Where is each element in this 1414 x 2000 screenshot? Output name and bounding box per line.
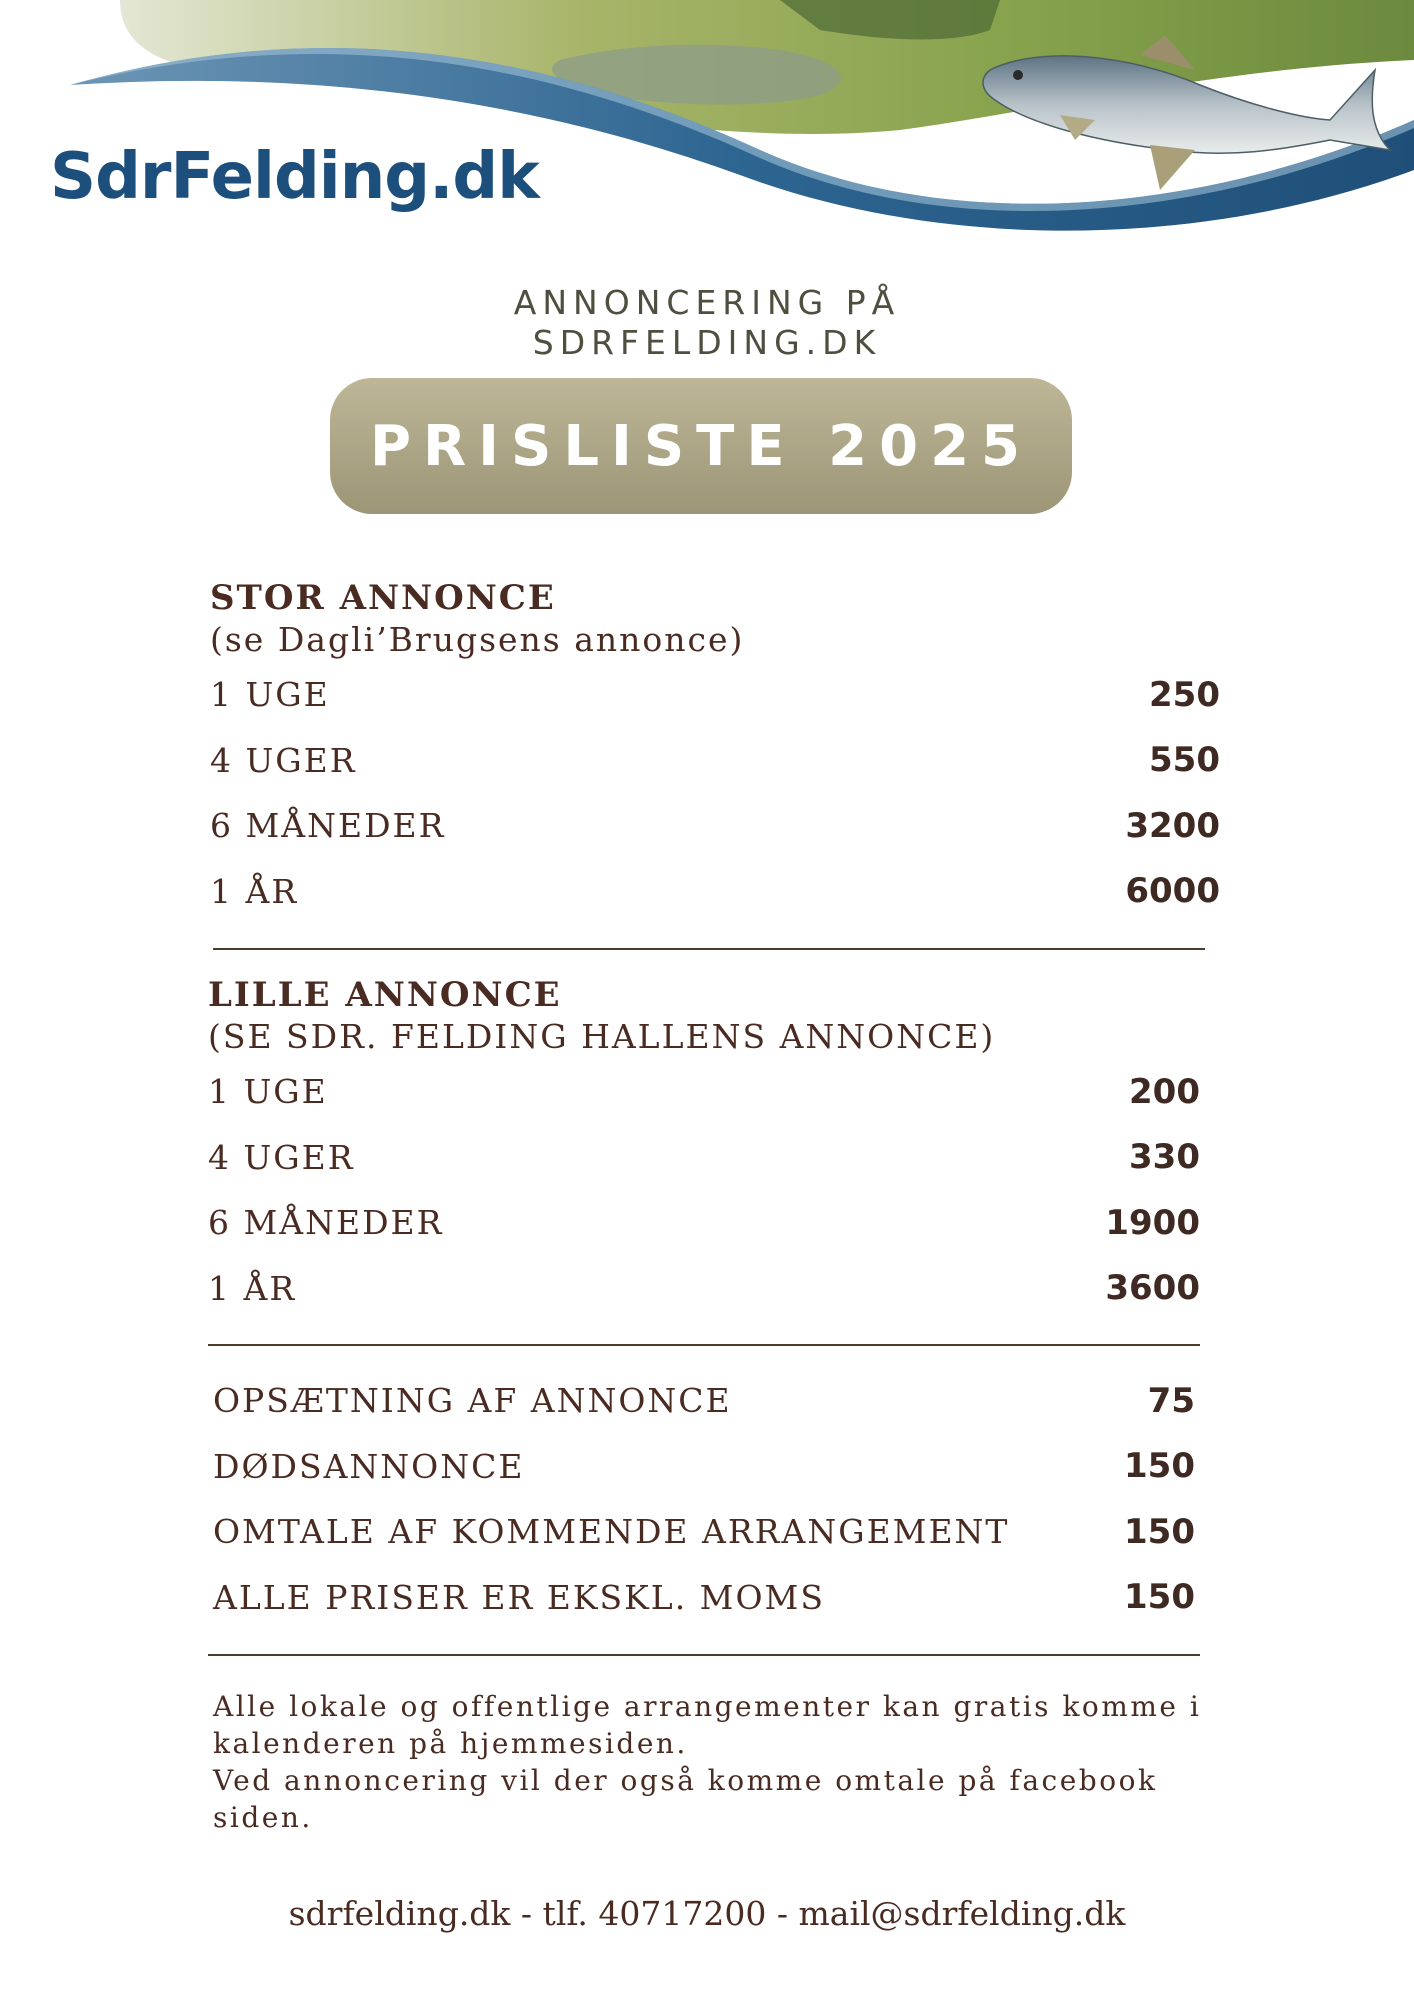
price-value: 75	[1147, 1380, 1195, 1421]
price-value: 550	[1149, 740, 1220, 781]
section-title: LILLE ANNONCE	[208, 975, 562, 1015]
section-stor	[210, 578, 1220, 924]
price-label: 1 ÅR	[208, 1268, 297, 1308]
info-note	[213, 1688, 1213, 1836]
section-extras	[213, 1368, 1195, 1630]
price-value: 3600	[1105, 1268, 1200, 1309]
section-title: STOR ANNONCE	[210, 578, 556, 618]
price-value: 150	[1124, 1511, 1195, 1552]
divider	[208, 1344, 1200, 1346]
price-label: 6 MÅNEDER	[210, 806, 446, 846]
price-row	[213, 1565, 1195, 1631]
price-label: 4 UGER	[210, 740, 357, 780]
price-label: OPSÆTNING AF ANNONCE	[213, 1381, 732, 1421]
price-row	[210, 859, 1220, 925]
note-line: kalenderen på hjemmesiden.	[213, 1727, 688, 1760]
price-row	[213, 1499, 1195, 1565]
section-lille	[208, 975, 1200, 1321]
price-value: 150	[1124, 1577, 1195, 1618]
price-value: 200	[1129, 1071, 1200, 1112]
price-value: 150	[1124, 1446, 1195, 1487]
price-row	[210, 793, 1220, 859]
price-row	[208, 1190, 1200, 1256]
title-banner	[330, 378, 1072, 514]
price-label: ALLE PRISER ER EKSKL. MOMS	[213, 1577, 825, 1617]
divider	[213, 948, 1205, 950]
price-value: 250	[1149, 674, 1220, 715]
price-value: 1900	[1105, 1202, 1200, 1243]
section-subtitle: (SE SDR. FELDING HALLENS ANNONCE)	[208, 1017, 996, 1056]
price-row	[208, 1256, 1200, 1322]
price-label: OMTALE AF KOMMENDE ARRANGEMENT	[213, 1512, 1010, 1552]
divider	[208, 1654, 1200, 1656]
price-value: 6000	[1125, 871, 1220, 912]
price-row	[213, 1434, 1195, 1500]
kicker-line-1: ANNONCERING PÅ	[513, 283, 901, 322]
price-row	[213, 1368, 1195, 1434]
price-value: 330	[1129, 1137, 1200, 1178]
page-kicker	[0, 283, 1414, 363]
price-row	[208, 1125, 1200, 1191]
price-label: 1 UGE	[208, 1072, 328, 1112]
price-label: 4 UGER	[208, 1137, 355, 1177]
contact-footer: sdrfelding.dk - tlf. 40717200 - mail@sdrfelding.dk	[288, 1894, 1126, 1933]
price-label: 1 ÅR	[210, 871, 299, 911]
price-label: 6 MÅNEDER	[208, 1203, 444, 1243]
kicker-line-2: SDRFELDING.DK	[532, 323, 882, 362]
logo: SdrFelding.dk	[50, 140, 539, 214]
note-line: Ved annoncering vil der også komme omtale på facebook siden.	[213, 1764, 1158, 1834]
price-row	[210, 728, 1220, 794]
price-row	[208, 1059, 1200, 1125]
page-title: PRISLISTE 2025	[370, 413, 1032, 479]
header-banner	[0, 0, 1414, 250]
price-label: DØDSANNONCE	[213, 1446, 525, 1486]
price-value: 3200	[1125, 805, 1220, 846]
note-line: Alle lokale og offentlige arrangementer kan gratis komme i	[213, 1690, 1202, 1723]
price-row	[210, 662, 1220, 728]
price-label: 1 UGE	[210, 675, 330, 715]
section-subtitle: (se Dagli’Brugsens annonce)	[210, 620, 745, 659]
